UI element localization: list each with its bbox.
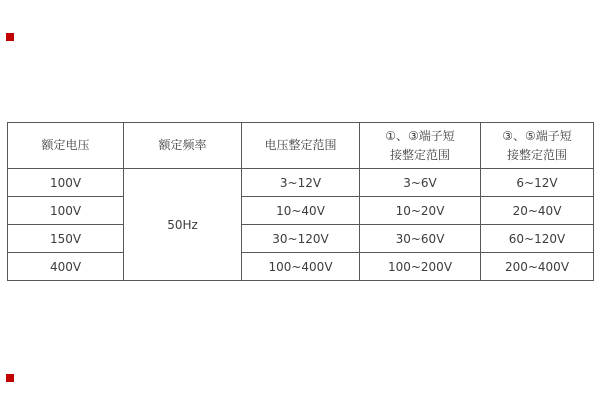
cell-rated-voltage: 400V: [8, 253, 124, 281]
cell-rated-voltage: 150V: [8, 225, 124, 253]
red-square-marker-bottom: [6, 374, 14, 382]
cell-rated-voltage: 100V: [8, 169, 124, 197]
cell-terminal-1-3-range: 30~60V: [360, 225, 481, 253]
table-row: [8, 169, 594, 197]
cell-voltage-setting-range: 10~40V: [242, 197, 360, 225]
cell-rated-voltage: 100V: [8, 197, 124, 225]
cell-voltage-setting-range: 3~12V: [242, 169, 360, 197]
header-rated-frequency: [124, 123, 242, 169]
cell-terminal-1-3-range: 3~6V: [360, 169, 481, 197]
voltage-spec-table: [7, 122, 594, 281]
header-terminal-1-3-range: [360, 123, 481, 169]
cell-terminal-1-3-range: 100~200V: [360, 253, 481, 281]
header-voltage-setting-range-label: 电压整定范围: [264, 138, 337, 152]
cell-terminal-1-3-range: 10~20V: [360, 197, 481, 225]
header-terminal-3-5-range-label-line2: 接整定范围: [506, 147, 567, 162]
table-row: [8, 225, 594, 253]
header-terminal-1-3-range-label-line2: 接整定范围: [389, 147, 450, 162]
cell-terminal-3-5-range: 60~120V: [481, 225, 594, 253]
cell-voltage-setting-range: 30~120V: [242, 225, 360, 253]
cell-terminal-3-5-range: 200~400V: [481, 253, 594, 281]
cell-voltage-setting-range: 100~400V: [242, 253, 360, 281]
header-terminal-1-3-range-label: ①、③端子短: [385, 128, 455, 143]
header-terminal-3-5-range: [481, 123, 594, 169]
cell-frequency-merged: 50Hz: [124, 169, 242, 281]
table-row: [8, 253, 594, 281]
cell-terminal-3-5-range: 6~12V: [481, 169, 594, 197]
table-row: [8, 197, 594, 225]
header-voltage-setting-range: [242, 123, 360, 169]
header-rated-voltage-label: 额定电压: [41, 138, 90, 152]
header-row: [8, 123, 594, 169]
header-terminal-3-5-range-label: ③、⑤端子短: [502, 128, 572, 143]
cell-terminal-3-5-range: 20~40V: [481, 197, 594, 225]
header-rated-voltage: [8, 123, 124, 169]
red-square-marker-top: [6, 33, 14, 41]
header-rated-frequency-label: 额定频率: [158, 138, 207, 152]
